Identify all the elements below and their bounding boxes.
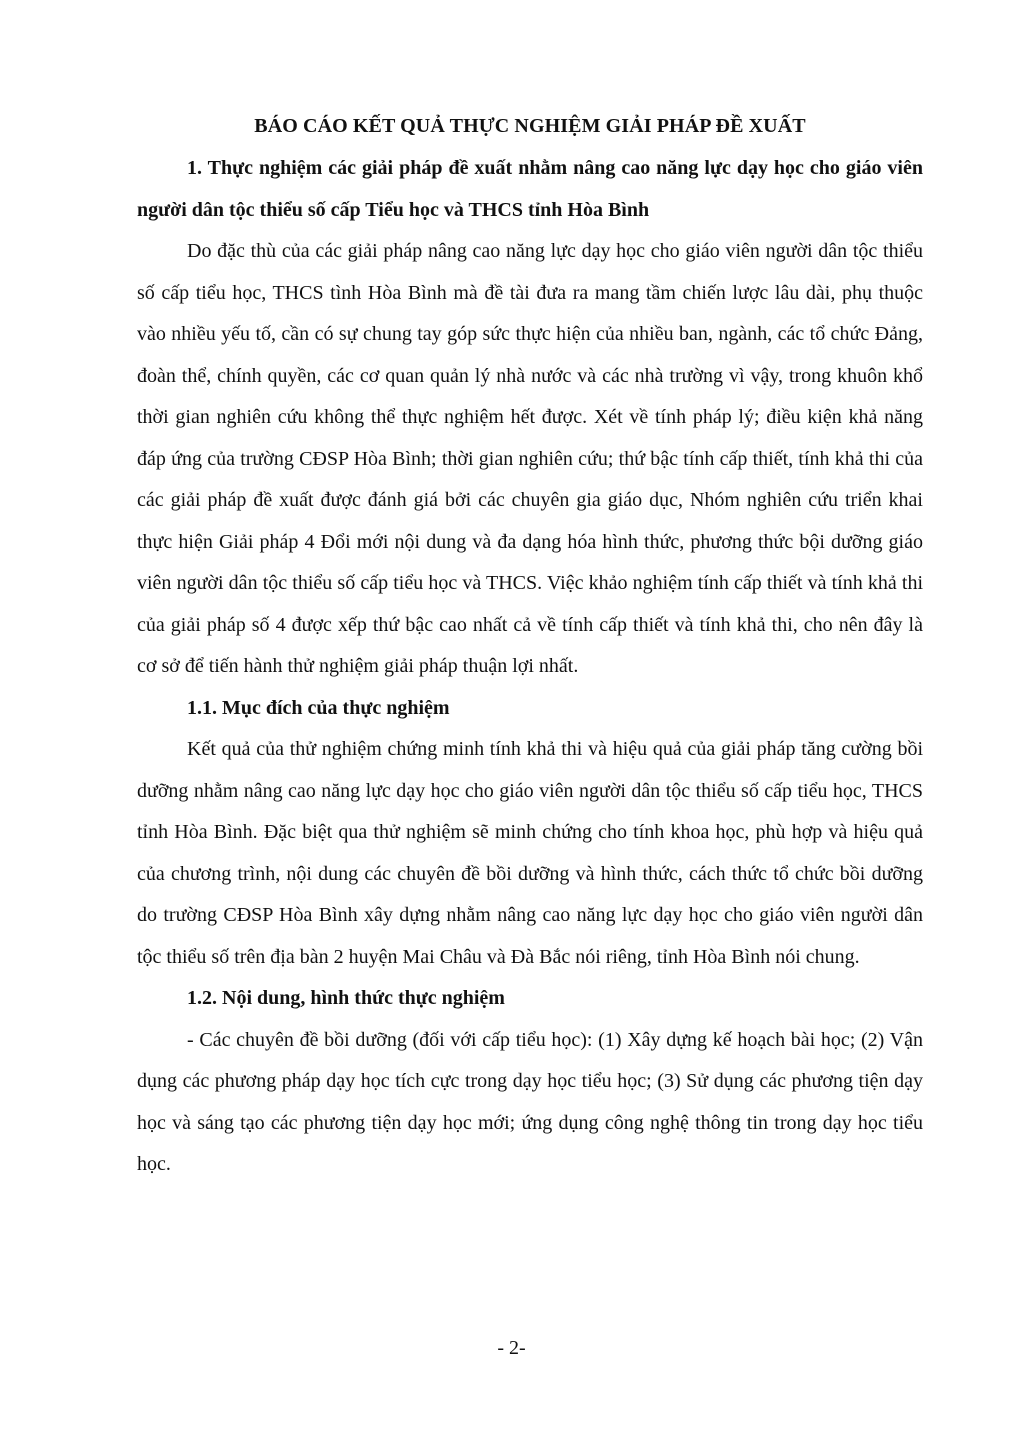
document-page <box>137 104 923 1186</box>
section-1-2-bullet-item: - Các chuyên đề bồi dưỡng (đối với cấp tiểu học): (1) Xây dựng kế hoạch bài học; (2) Vận dụng các phương pháp dạy học tích cực trong dạy học tiểu học; (3) Sử dụng các phương tiện dạy học và sáng tạo các phương tiện dạy học mới; ứng dụng công nghệ thông tin trong dạy học tiểu học. <box>137 1028 923 1175</box>
section-1-heading: 1. Thực nghiệm các giải pháp đề xuất nhằm nâng cao năng lực dạy học cho giáo viên người dân tộc thiểu số cấp Tiểu học và THCS tỉnh Hòa Bình <box>137 157 923 221</box>
page-number: - 2- <box>497 1337 526 1359</box>
document-title: BÁO CÁO KẾT QUẢ THỰC NGHIỆM GIẢI PHÁP ĐỀ XUẤT <box>254 115 806 137</box>
section-1-paragraph: Do đặc thù của các giải pháp nâng cao năng lực dạy học cho giáo viên người dân tộc thiểu số cấp tiểu học, THCS tình Hòa Bình mà đề tài đưa ra mang tầm chiến lược lâu dài, phụ thuộc vào nhiều yếu tố, cần có sự chung tay góp sức thực hiện của nhiều ban, ngành, các tổ chức Đảng, đoàn thể, chính quyền, các cơ quan quản lý nhà nước và các nhà trường vì vậy, trong khuôn khổ thời gian nghiên cứu không thể thực nghiệm hết được. Xét về tính pháp lý; điều kiện khả năng đáp ứng của trường CĐSP Hòa Bình; thời gian nghiên cứu; thứ bậc tính cấp thiết, tính khả thi của các giải pháp đề xuất được đánh giá bởi các chuyên gia giáo dục, Nhóm nghiên cứu triển khai thực hiện Giải pháp 4 Đổi mới nội dung và đa dạng hóa hình thức, phương thức bội dưỡng giáo viên người dân tộc thiểu số cấp tiểu học và THCS. Việc khảo nghiệm tính cấp thiết và tính khả thi của giải pháp số 4 được xếp thứ bậc cao nhất cả về tính cấp thiết và tính khả thi, cho nên đây là cơ sở để tiến hành thử nghiệm giải pháp thuận lợi nhất. <box>137 240 923 677</box>
section-1-1-paragraph: Kết quả của thử nghiệm chứng minh tính khả thi và hiệu quả của giải pháp tăng cường bồi dưỡng nhằm nâng cao năng lực dạy học cho giáo viên người dân tộc thiểu số cấp tiểu học, THCS tỉnh Hòa Bình. Đặc biệt qua thử nghiệm sẽ minh chứng cho tính khoa học, phù hợp và hiệu quả của chương trình, nội dung các chuyên đề bồi dưỡng và hình thức, cách thức tổ chức bồi dưỡng do trường CĐSP Hòa Bình xây dựng nhằm nâng cao năng lực dạy học cho giáo viên người dân tộc thiểu số trên địa bàn 2 huyện Mai Châu và Đà Bắc nói riêng, tỉnh Hòa Bình nói chung. <box>137 738 923 968</box>
section-1-1-heading: 1.1. Mục đích của thực nghiệm <box>187 696 450 719</box>
section-1-2-heading: 1.2. Nội dung, hình thức thực nghiệm <box>187 987 505 1009</box>
